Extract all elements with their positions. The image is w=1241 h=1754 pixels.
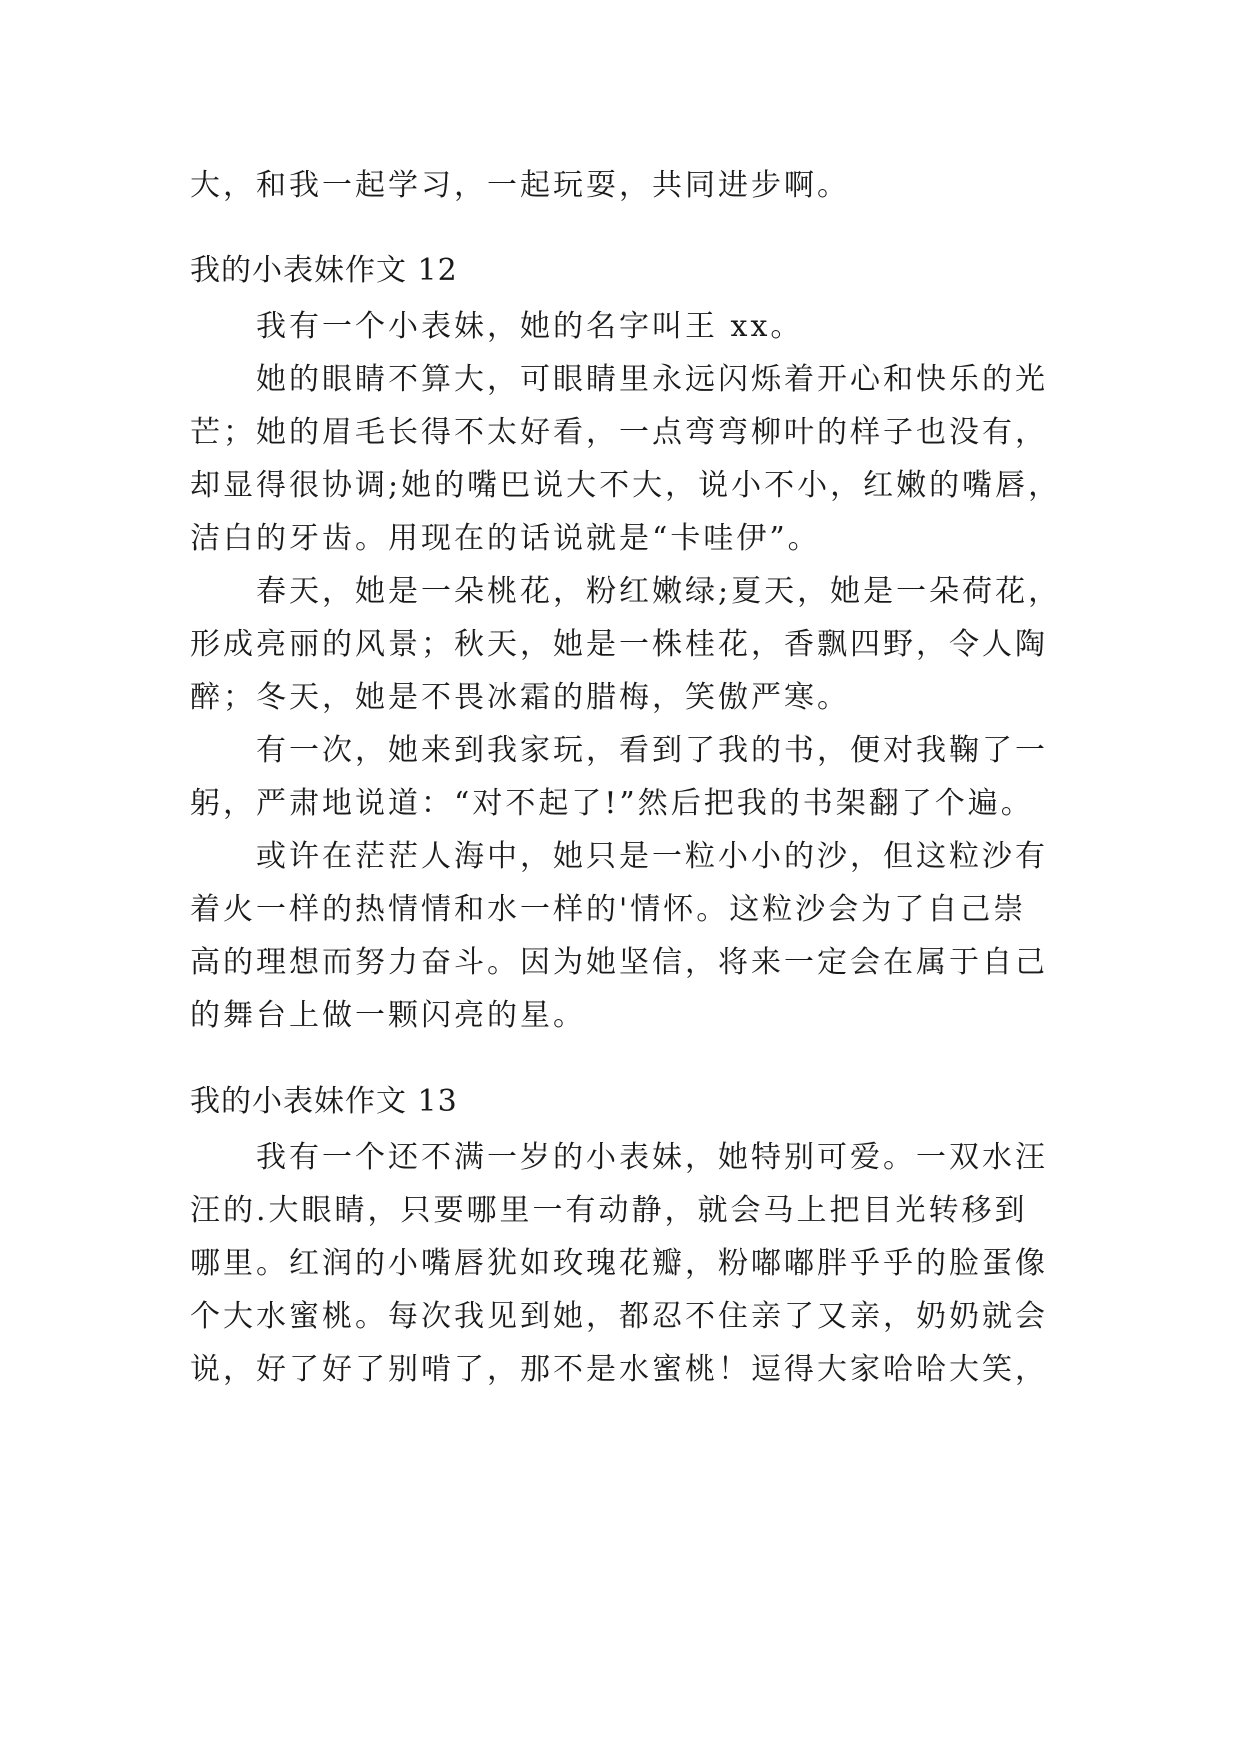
text-line: 有一次，她来到我家玩，看到了我的书，便对我鞠了一 — [256, 733, 1048, 768]
text-line: 大，和我一起学习，一起玩耍，共同进步啊。 — [190, 168, 850, 203]
text-line: 着火一样的热情情和水一样的'情怀。这粒沙会为了自己崇 — [190, 892, 1027, 927]
text-line: 的舞台上做一颗闪亮的星。 — [190, 998, 586, 1033]
essay-title: 我的小表妹作文 13 — [190, 1084, 458, 1119]
text-line: 我有一个小表妹，她的名字叫王 xx。 — [256, 309, 804, 344]
text-line: 高的理想而努力奋斗。因为她坚信，将来一定会在属于自己 — [190, 945, 1048, 980]
text-line: 或许在茫茫人海中，她只是一粒小小的沙，但这粒沙有 — [256, 839, 1048, 874]
text-line: 躬，严肃地说道：“对不起了!”然后把我的书架翻了个遍。 — [190, 786, 1034, 821]
text-line: 芒；她的眉毛长得不太好看，一点弯弯柳叶的样子也没有， — [190, 415, 1048, 450]
text-line: 我有一个还不满一岁的小表妹，她特别可爱。一双水汪 — [256, 1140, 1048, 1175]
text-line: 形成亮丽的风景；秋天，她是一株桂花，香飘四野，令人陶 — [190, 627, 1048, 662]
essay-title: 我的小表妹作文 12 — [190, 253, 458, 288]
text-line: 醉；冬天，她是不畏冰霜的腊梅，笑傲严寒。 — [190, 680, 850, 715]
text-line: 春天，她是一朵桃花，粉红嫩绿;夏天，她是一朵荷花， — [256, 574, 1062, 609]
text-line: 个大水蜜桃。每次我见到她，都忍不住亲了又亲，奶奶就会 — [190, 1299, 1048, 1334]
text-line: 却显得很协调;她的嘴巴说大不大，说小不小，红嫩的嘴唇， — [190, 468, 1062, 503]
text-line: 说，好了好了别啃了，那不是水蜜桃！逗得大家哈哈大笑， — [190, 1352, 1048, 1387]
text-line: 她的眼睛不算大，可眼睛里永远闪烁着开心和快乐的光 — [256, 362, 1048, 397]
text-line: 哪里。红润的小嘴唇犹如玫瑰花瓣，粉嘟嘟胖乎乎的脸蛋像 — [190, 1246, 1048, 1281]
text-line: 洁白的牙齿。用现在的话说就是“卡哇伊”。 — [190, 521, 821, 556]
text-line: 汪的.大眼睛，只要哪里一有动静，就会马上把目光转移到 — [190, 1193, 1028, 1228]
